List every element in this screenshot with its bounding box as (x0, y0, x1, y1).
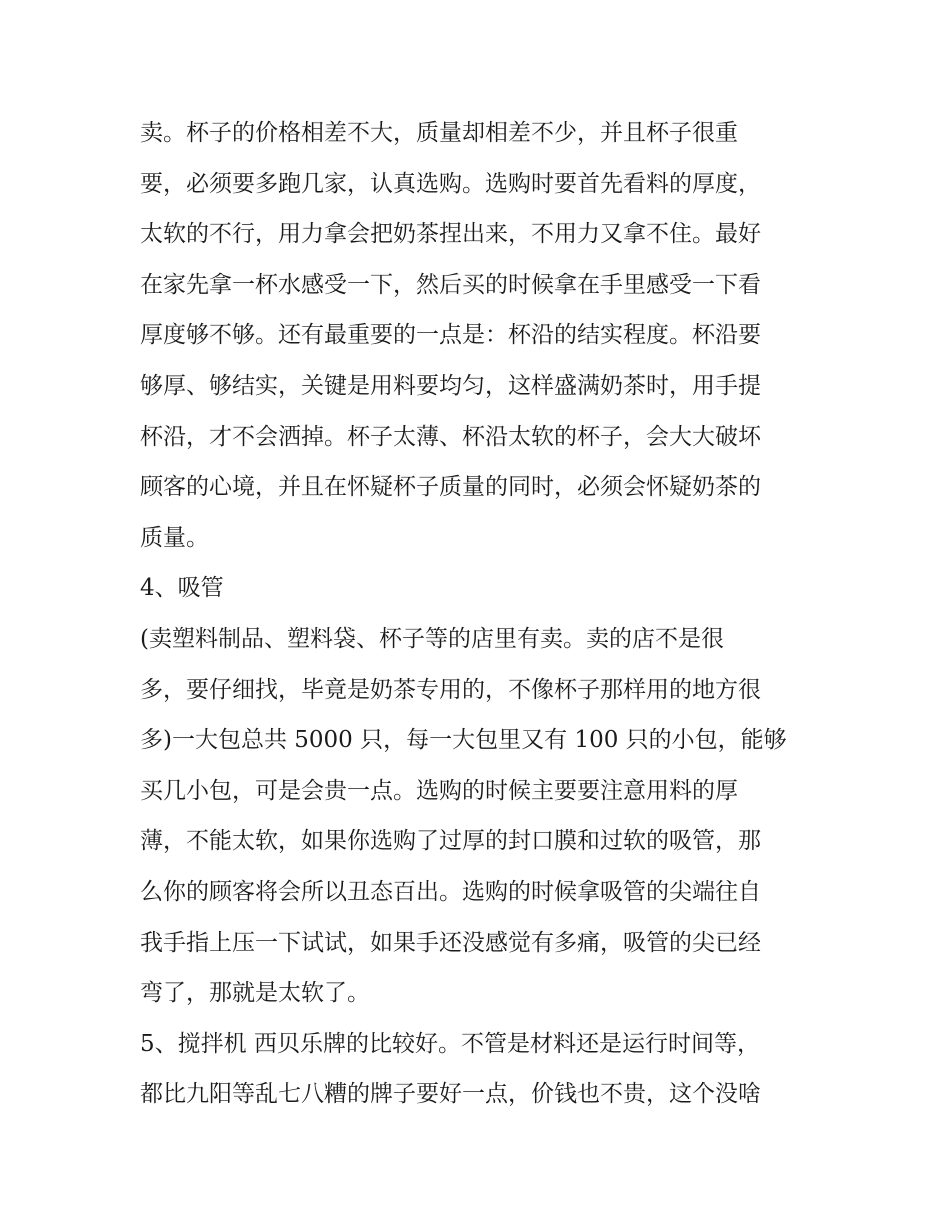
section-heading-blender: 5、搅拌机 西贝乐牌的比较好。不管是材料还是运行时间等， (140, 1030, 760, 1057)
text-line-6: 够厚、够结实，关键是用料要均匀，这样盛满奶茶时，用手提 (140, 372, 761, 399)
text-line-14: 买几小包，可是会贵一点。选购的时候主要要注意用料的厚 (140, 777, 738, 804)
body-text (140, 108, 830, 1120)
text-line-16: 么你的顾客将会所以丑态百出。选购的时候拿吸管的尖端往自 (140, 878, 761, 905)
text-line-4: 在家先拿一杯水感受一下，然后买的时候拿在手里感受一下看 (140, 271, 761, 298)
text-line-17: 我手指上压一下试试，如果手还没感觉有多痛，吸管的尖已经 (140, 929, 761, 956)
text-line-1: 卖。杯子的价格相差不大，质量却相差不少，并且杯子很重 (140, 120, 738, 146)
text-line-8: 顾客的心境，并且在怀疑杯子质量的同时，必须会怀疑奶茶的 (140, 474, 761, 501)
text-line-15: 薄，不能太软，如果你选购了过厚的封口膜和过软的吸管，那 (140, 828, 761, 855)
text-line-5: 厚度够不够。还有最重要的一点是：杯沿的结实程度。杯沿要 (140, 322, 761, 349)
text-line-11: (卖塑料制品、塑料袋、杯子等的店里有卖。卖的店不是很 (140, 625, 724, 652)
text-line-13: 多)一大包总共 5000 只，每一大包里又有 100 只的小包，能够 (140, 727, 787, 754)
text-line-9: 质量。 (140, 524, 209, 551)
text-line-7: 杯沿，才不会洒掉。杯子太薄、杯沿太软的杯子，会大大破坏 (140, 423, 761, 450)
text-line-20: 都比九阳等乱七八糟的牌子要好一点，价钱也不贵，这个没啥 (140, 1081, 761, 1108)
text-line-2: 要，必须要多跑几家，认真选购。选购时要首先看料的厚度， (140, 170, 761, 197)
text-line-18: 弯了，那就是太软了。 (140, 980, 370, 1007)
text-line-3: 太软的不行，用力拿会把奶茶捏出来，不用力又拿不住。最好 (140, 221, 761, 248)
text-line-12: 多，要仔细找，毕竟是奶茶专用的，不像杯子那样用的地方很 (140, 676, 761, 703)
section-heading-straw: 4、吸管 (140, 575, 224, 602)
